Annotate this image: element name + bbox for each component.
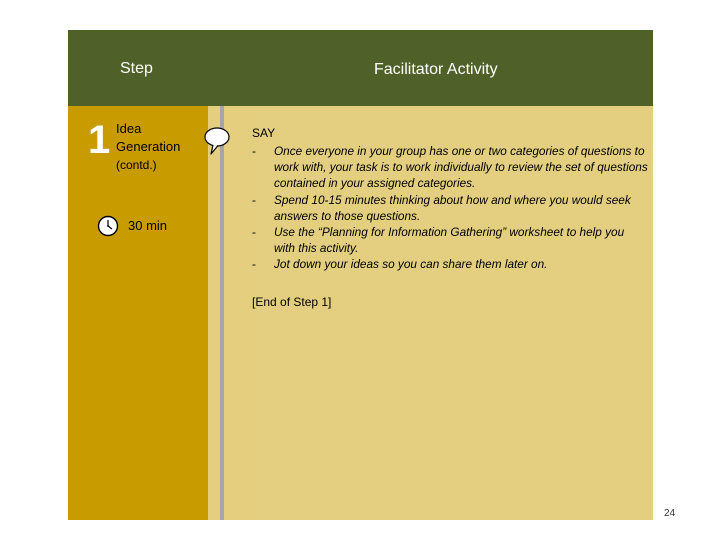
list-item: - Use the “Planning for Information Gathering” worksheet to help you with this activity. bbox=[252, 225, 625, 256]
step-contd-label: (contd.) bbox=[116, 158, 157, 172]
speech-bubble-icon bbox=[203, 124, 231, 160]
step-name: Idea Generation bbox=[116, 121, 181, 154]
list-item: - Spend 10-15 minutes thinking about how and where you would seek answers to those questions. bbox=[252, 192, 631, 223]
divider-bar bbox=[220, 106, 224, 520]
table-header bbox=[68, 30, 653, 106]
divider-column bbox=[208, 106, 246, 520]
list-item: - Jot down your ideas so you can share them later on. bbox=[252, 257, 548, 272]
end-of-step-note: [End of Step 1] bbox=[252, 295, 332, 309]
instruction-list bbox=[252, 143, 648, 273]
say-heading: SAY bbox=[252, 126, 276, 140]
step-column-heading: Step bbox=[120, 60, 153, 77]
list-item: - Once everyone in your group has one or two categories of questions to work with, your task is to work individually to review the set of questions contained in your assigned categories. bbox=[252, 144, 648, 191]
step-number: 1 bbox=[88, 118, 111, 162]
slide bbox=[68, 30, 653, 520]
clock-icon bbox=[97, 215, 119, 237]
page-number: 24 bbox=[664, 508, 676, 519]
step-column bbox=[68, 106, 208, 520]
activity-content bbox=[246, 106, 653, 520]
activity-column-heading: Facilitator Activity bbox=[374, 61, 498, 78]
duration-label: 30 min bbox=[128, 218, 168, 233]
